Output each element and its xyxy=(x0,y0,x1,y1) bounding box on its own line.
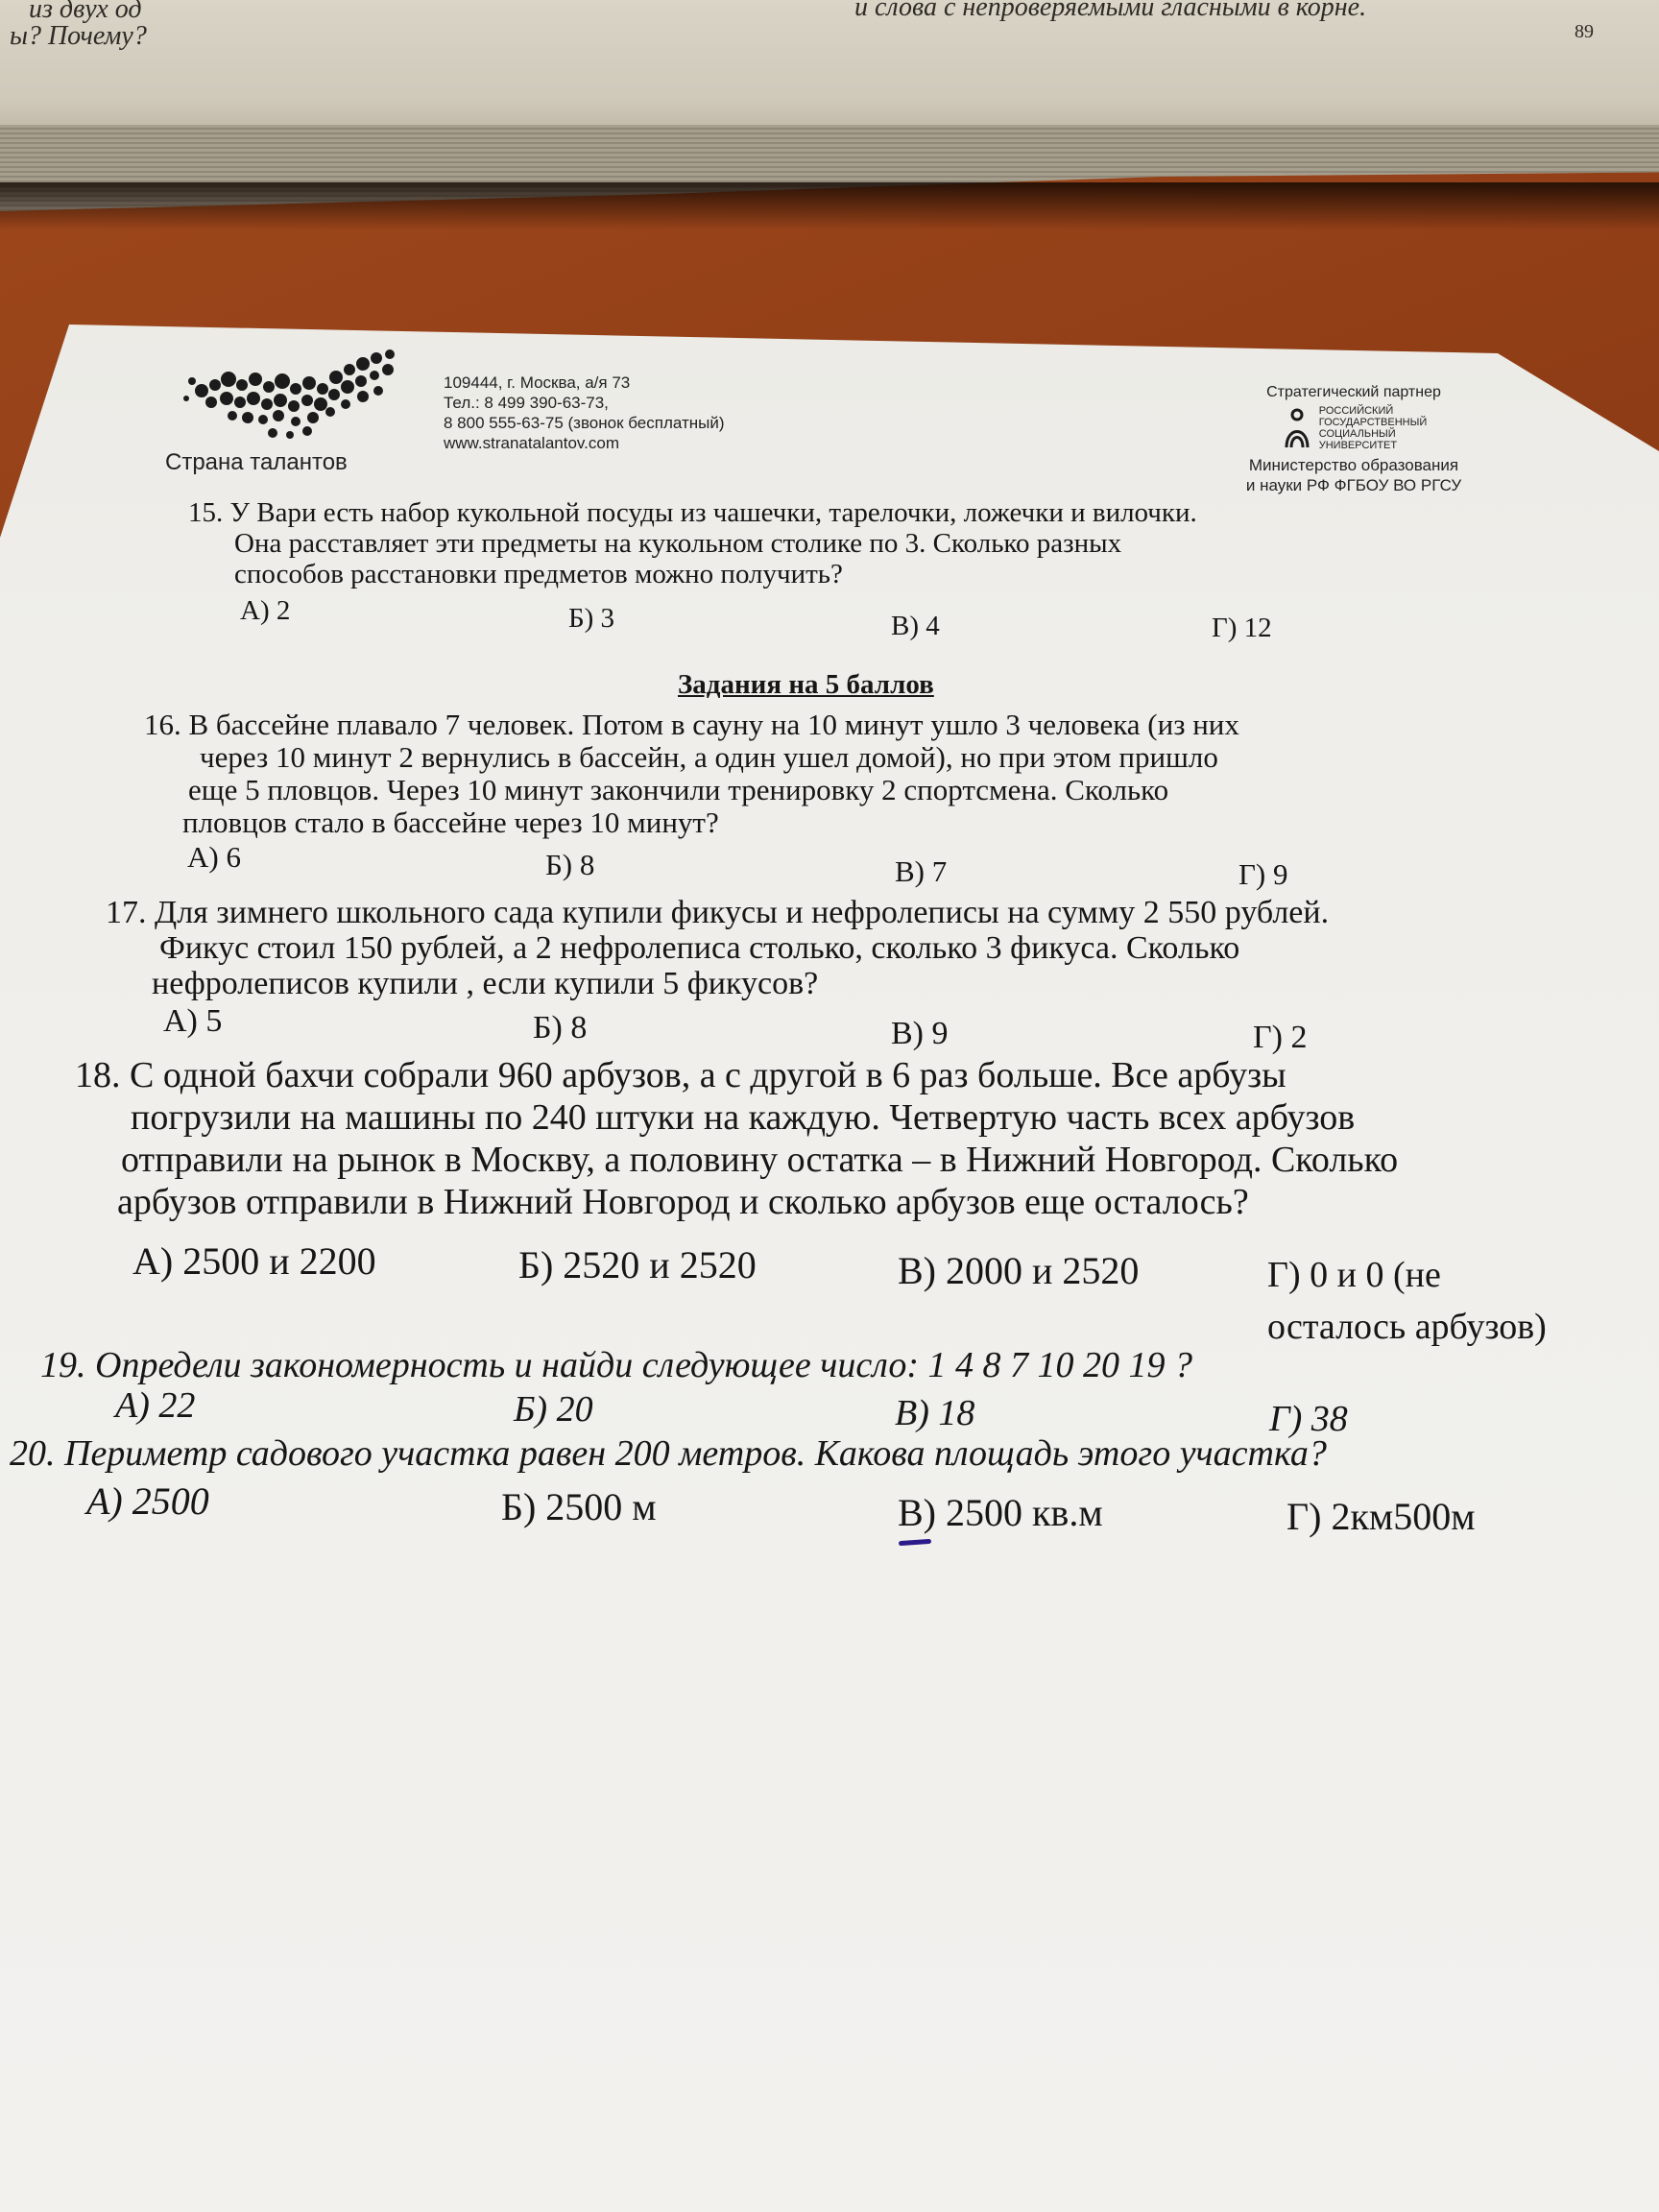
answer-option: А) 2 xyxy=(240,595,291,626)
contact-block xyxy=(444,373,725,453)
question-line: 18. С одной бахчи собрали 960 арбузов, а с другой в 6 раз больше. Все арбузы xyxy=(75,1055,1286,1095)
question-line: Она расставляет эти предметы на кукольном столике по 3. Сколько разных xyxy=(234,528,1122,559)
logo-caption: Страна талантов xyxy=(165,449,348,475)
answer-option: А) 6 xyxy=(187,840,241,874)
answer-option: Б) 2500 м xyxy=(501,1485,657,1528)
question-15 xyxy=(188,497,1197,589)
question-line: через 10 минут 2 вернулись в бассейн, а один ушел домой), но при этом пришло xyxy=(200,740,1218,774)
question-line: нефролеписов купили , если купили 5 фикусов? xyxy=(152,966,819,1001)
book-text-line: и слова с непроверяемыми гласными в корне. xyxy=(854,0,1367,22)
question-20 xyxy=(10,1432,1327,1475)
question-line: 16. В бассейне плавало 7 человек. Потом в сауну на 10 минут ушло 3 человека (из них xyxy=(144,708,1239,741)
answer-option: Г) 12 xyxy=(1212,613,1272,643)
answer-option: А) 5 xyxy=(163,1003,223,1039)
book-shadow xyxy=(0,182,1659,230)
answer-option: Г) 38 xyxy=(1269,1399,1348,1439)
question-line: отправили на рынок в Москву, а половину остатка – в Нижний Новгород. Сколько xyxy=(121,1140,1399,1180)
answer-option: Г) 0 и 0 (не xyxy=(1267,1255,1441,1295)
book-page xyxy=(0,0,1659,144)
answer-option: Г) 2км500м xyxy=(1286,1495,1476,1538)
answer-option: В) 18 xyxy=(895,1393,975,1433)
book-text-line: ы? Почему? xyxy=(10,21,147,51)
answer-option: Г) 2 xyxy=(1253,1020,1308,1055)
question-line: 20. Периметр садового участка равен 200 метров. Какова площадь этого участка? xyxy=(10,1433,1327,1474)
question-line: Фикус стоил 150 рублей, а 2 нефролеписа столько, сколько 3 фикуса. Сколько xyxy=(159,930,1240,966)
university-logo xyxy=(1210,405,1498,451)
question-line: 19. Определи закономерность и найди следующее число: 1 4 8 7 10 20 19 ? xyxy=(40,1345,1192,1385)
answer-option: А) 22 xyxy=(115,1385,196,1426)
website: www.stranatalantov.com xyxy=(444,434,619,452)
question-line: пловцов стало в бассейне через 10 минут? xyxy=(182,805,719,839)
answer-option: В) 9 xyxy=(891,1016,949,1051)
ministry-line: Министерство образования xyxy=(1248,456,1459,474)
phone-line: Тел.: 8 499 390-63-73, xyxy=(444,394,609,412)
answer-option: Б) 3 xyxy=(568,603,615,634)
ministry-line: и науки РФ ФГБОУ ВО РГСУ xyxy=(1245,476,1462,494)
question-line: 15. У Вари есть набор кукольной посуды из чашечки, тарелочки, ложечки и вилочки. xyxy=(188,497,1197,528)
question-line: арбузов отправили в Нижний Новгород и сколько арбузов еще осталось? xyxy=(117,1182,1249,1222)
map-logo-icon xyxy=(173,341,413,456)
university-name: РОССИЙСКИЙ ГОСУДАРСТВЕННЫЙ СОЦИАЛЬНЫЙ УНИВЕРСИТЕТ xyxy=(1318,405,1428,451)
answer-option: А) 2500 xyxy=(86,1479,209,1523)
answer-option: Б) 8 xyxy=(533,1010,588,1046)
question-18 xyxy=(75,1054,1398,1223)
answer-option: Г) 9 xyxy=(1238,857,1288,891)
answer-option: В) 2500 кв.м xyxy=(898,1491,1103,1534)
partner-label: Стратегический партнер xyxy=(1266,384,1441,400)
section-title: Задания на 5 баллов xyxy=(678,669,934,700)
question-line: погрузили на машины по 240 штуки на каждую. Четвертую часть всех арбузов xyxy=(131,1097,1356,1138)
partner-block xyxy=(1210,384,1498,495)
answer-option: В) 7 xyxy=(895,854,948,888)
book-page-number: 89 xyxy=(1575,21,1594,42)
question-line: способов расстановки предметов можно получить? xyxy=(234,559,843,589)
answer-option: В) 4 xyxy=(891,611,940,641)
answer-option: Б) 20 xyxy=(514,1389,593,1430)
answer-option: Б) 8 xyxy=(545,848,595,881)
answer-option-continued: осталось арбузов) xyxy=(1267,1307,1547,1347)
answer-option: В) 2000 и 2520 xyxy=(898,1249,1140,1292)
answer-option: Б) 2520 и 2520 xyxy=(518,1243,757,1286)
open-book xyxy=(0,0,1659,221)
university-emblem-icon xyxy=(1281,407,1313,449)
question-line: еще 5 пловцов. Через 10 минут закончили тренировку 2 спортсмена. Сколько xyxy=(188,773,1169,806)
question-17 xyxy=(106,895,1329,1001)
phone-line: 8 800 555-63-75 (звонок бесплатный) xyxy=(444,414,725,432)
question-line: 17. Для зимнего школьного сада купили фикусы и нефролеписы на сумму 2 550 рублей. xyxy=(106,895,1330,930)
book-text-line: из двух од xyxy=(29,0,142,24)
answer-option: А) 2500 и 2200 xyxy=(132,1239,376,1283)
question-19 xyxy=(40,1344,1192,1386)
question-16 xyxy=(144,709,1239,839)
address: 109444, г. Москва, а/я 73 xyxy=(444,373,631,392)
